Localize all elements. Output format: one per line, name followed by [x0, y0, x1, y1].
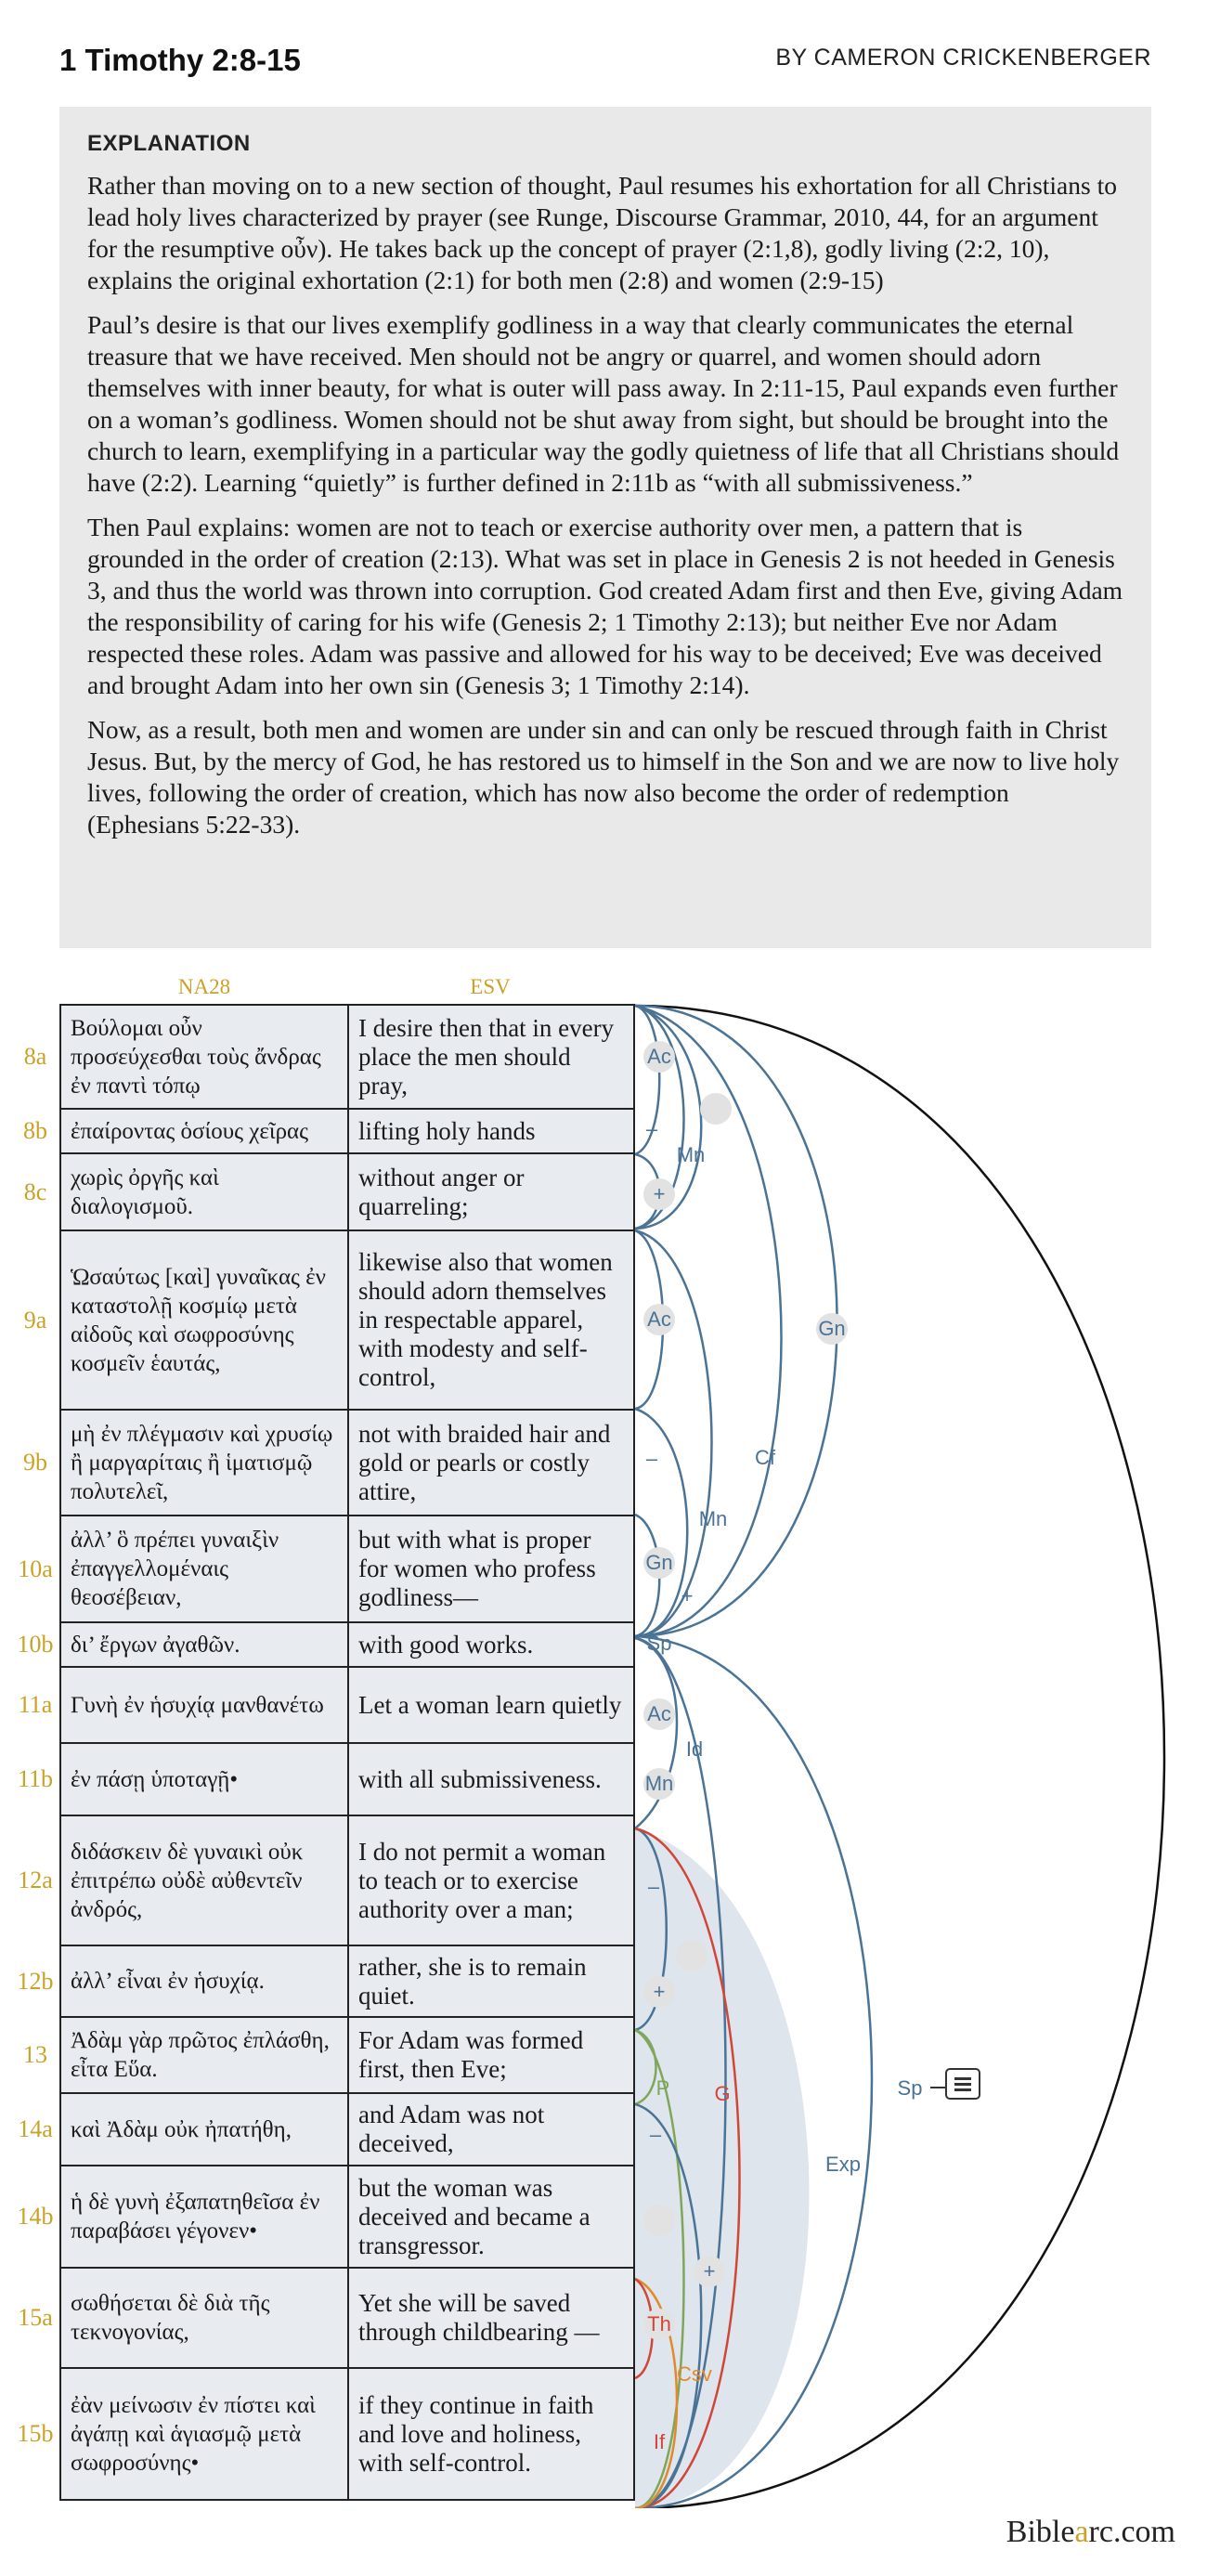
english-cell: I desire then that in every place the men should pray, — [358, 1013, 615, 1099]
arc-label: – — [647, 1875, 660, 1898]
greek-cell: Ὡσαύτως [καὶ] γυναῖκας ἐν καταστολῇ κοσμίῳ μετὰ αἰδοῦς καὶ σωφροσύνης κοσμεῖν ἑαυτάς, — [61, 1231, 349, 1409]
verse-label: 10a — [18, 1555, 53, 1582]
arc-label: Cf — [755, 1446, 775, 1469]
arc-label: Id — [685, 1737, 704, 1761]
arc-mn2 — [635, 1409, 687, 1636]
greek-cell: χωρὶς ὀργῆς καὶ διαλογισμοῦ. — [61, 1154, 349, 1229]
verse-label: 8b — [23, 1117, 47, 1144]
verse-label: 15a — [18, 2304, 53, 2331]
table-row — [17, 1946, 635, 2018]
english-cell: Let a woman learn quietly — [358, 1690, 622, 1719]
label-circle — [676, 1940, 707, 1971]
english-cell: not with braided hair and gold or pearls or costly attire, — [358, 1419, 611, 1505]
greek-cell: Βούλομαι οὖν προσεύχεσθαι τοὺς ἄνδρας ἐν παντὶ τόπῳ — [61, 1006, 349, 1108]
english-cell: but the woman was deceived and became a transgressor. — [358, 2173, 591, 2259]
greek-cell: ἐν πάσῃ ὑποταγῇ• — [61, 1744, 349, 1815]
greek-cell: Ἀδὰμ γὰρ πρῶτος ἐπλάσθη, εἶτα Εὕα. — [61, 2018, 349, 2092]
arc-group-9 — [635, 1230, 712, 1636]
greek-cell: διδάσκειν δὲ γυναικὶ οὐκ ἐπιτρέπω οὐδὲ αὐθεντεῖν ἀνδρός, — [61, 1816, 349, 1945]
verse-label: 8c — [23, 1177, 47, 1205]
arc-label: Mn — [676, 1143, 706, 1166]
english-cell: For Adam was formed first, then Eve; — [358, 2026, 584, 2083]
greek-cell: ἀλλ’ εἶναι ἐν ἡσυχίᾳ. — [61, 1946, 349, 2016]
table-row — [18, 1516, 635, 1623]
verse-table — [17, 1004, 635, 2501]
menu-icon-bar — [954, 2077, 971, 2080]
explanation-paragraph: Now, as a result, both men and women are under sin and can only be rescued through faith in Christ Jesus. But, by the mercy of God, he has restored us to himself in the Son and we are now to live holy lives, following the order of creation, which has now also become the order of redemption (Ephesians 5:22-33). — [87, 715, 1120, 839]
arc-diagram — [635, 1004, 1192, 2508]
english-cell: lifting holy hands — [358, 1116, 536, 1145]
verse-label: 9a — [23, 1306, 47, 1334]
english-cell: likewise also that women should adorn themselves in respectable apparel, with modesty and self-control, — [358, 1248, 613, 1391]
verse-label: 14a — [18, 2115, 53, 2142]
greek-cell: ἐὰν μείνωσιν ἐν πίστει καὶ ἀγάπῃ καὶ ἁγιασμῷ μετὰ σωφροσύνης• — [61, 2369, 349, 2499]
verse-label: 12b — [17, 1967, 54, 1995]
english-cell: and Adam was not deceived, — [358, 2101, 545, 2157]
table-row — [23, 1154, 635, 1231]
arc-label: + — [681, 1584, 694, 1607]
table-row — [23, 1004, 635, 1110]
greek-cell: μὴ ἐν πλέγμασιν καὶ χρυσίῳ ἢ μαργαρίταις ἢ ἱματισμῷ πολυτελεῖ, — [61, 1411, 349, 1515]
arc-label: – — [649, 2123, 662, 2146]
arc-label: Th — [647, 2312, 671, 2335]
greek-cell: ἀλλ’ ὃ πρέπει γυναιξὶν ἐπαγγελλομέναις θεοσέβειαν, — [61, 1516, 349, 1621]
greek-cell: σωθήσεται δὲ διὰ τῆς τεκνογονίας, — [61, 2269, 349, 2367]
arc-label: P — [655, 2076, 670, 2100]
greek-cell: δι’ ἔργων ἀγαθῶν. — [61, 1623, 349, 1666]
explanation-paragraph: Paul’s desire is that our lives exemplify godliness in a way that clearly communicates the eternal treasure that we have received. Men should not be angry or quarrel, and women should adorn themselves with inner beauty, for what is outer will pass away. In 2:11-15, Paul expands even further on a woman’s godliness. Women should not be shut away from sight, but should be brought into the church to learn, exemplifying in a particular way the godly quietness of life that all Christians should have (2:2). Learning “quietly” is further defined in 2:11b as “with all submissiveness.” — [87, 310, 1120, 497]
arc-label: If — [653, 2430, 666, 2453]
table-row — [18, 1816, 635, 1946]
menu-icon-bar — [954, 2083, 971, 2086]
arc-label: – — [645, 1117, 658, 1140]
arc-label: Sp — [646, 1632, 672, 1655]
verse-label: 12a — [18, 1867, 53, 1893]
verse-label: 15b — [17, 2420, 54, 2447]
arc-shading — [635, 1828, 810, 2508]
label-circle — [700, 1093, 732, 1125]
menu-icon-bar — [954, 2088, 971, 2091]
table-row — [18, 1668, 635, 1744]
arc-label: Ac — [647, 1308, 671, 1331]
greek-cell: καὶ Ἀδὰμ οὐκ ἠπατήθη, — [61, 2094, 349, 2165]
arc-label: + — [703, 2259, 716, 2283]
verse-label: 10b — [17, 1631, 54, 1658]
brand-accent: a — [1074, 2515, 1089, 2549]
greek-cell: ἡ δὲ γυνὴ ἐξαπατηθεῖσα ἐν παραβάσει γέγονεν• — [61, 2166, 349, 2267]
english-cell: if they continue in faith and love and holiness, with self-control. — [358, 2390, 594, 2477]
english-cell: but with what is proper for women who profess godliness— — [358, 1526, 596, 1611]
brand-logo — [1006, 2515, 1175, 2550]
arc-label: Ac — [647, 1045, 671, 1068]
explanation-panel — [59, 107, 1151, 948]
english-column-header: ESV — [470, 975, 511, 998]
table-row — [17, 2166, 635, 2269]
table-row — [23, 1231, 635, 1411]
table-row — [23, 1411, 635, 1516]
table-row — [17, 2369, 635, 2501]
arc-label: Csv — [677, 2362, 712, 2386]
verse-label: 11b — [17, 1765, 54, 1792]
greek-cell: ἐπαίροντας ὁσίους χεῖρας — [61, 1110, 349, 1152]
explanation-paragraph: Then Paul explains: women are not to teach or exercise authority over men, a pattern that is grounded in the order of creation (2:13). What was set in place in Genesis 2 is not heeded in Genesis 3, and thus the world was thrown into corruption. God created Adam first and then Eve, giving Adam the responsibility of caring for his wife (Genesis 2; 1 Timothy 2:13); but neither Eve nor Adam respected these roles. Adam was passive and allowed for his way to be deceived; Eve was deceived and brought Adam into her own sin (Genesis 3; 1 Timothy 2:14). — [87, 513, 1123, 699]
arc-label: Ac — [647, 1702, 671, 1725]
table-row — [18, 2269, 635, 2369]
english-cell: with good works. — [358, 1630, 534, 1659]
arc-id — [635, 1638, 677, 1828]
english-cell: without anger or quarreling; — [358, 1163, 525, 1220]
greek-cell: Γυνὴ ἐν ἡσυχίᾳ μανθανέτω — [61, 1668, 349, 1742]
arc-label: + — [653, 1980, 666, 2003]
arc-label: – — [645, 1447, 658, 1470]
english-cell: I do not permit a woman to teach or to exercise authority over a man; — [358, 1837, 606, 1923]
english-cell: rather, she is to remain quiet. — [358, 1952, 587, 2010]
arc-label: Gn — [818, 1317, 846, 1340]
explanation-heading: EXPLANATION — [87, 131, 251, 156]
arc-label: G — [714, 2082, 731, 2105]
english-cell: Yet she will be saved through childbearing — — [358, 2289, 600, 2346]
verse-label: 14b — [17, 2203, 54, 2230]
arc-label: Mn — [698, 1507, 728, 1530]
english-cell: with all submissiveness. — [358, 1764, 602, 1793]
greek-column-header: NA28 — [177, 975, 231, 998]
table-row — [17, 1744, 635, 1816]
label-circle — [643, 2205, 675, 2236]
brand-text: Bible — [1006, 2515, 1075, 2549]
arc-label: Exp — [825, 2153, 861, 2176]
table-row — [18, 2094, 635, 2166]
table-row — [23, 2018, 635, 2094]
explanation-paragraph: Rather than moving on to a new section of thought, Paul resumes his exhortation for all Christians to lead holy lives characterized by prayer (see Runge, Discourse Grammar, 2010, 44, for an argument for the resumptive οὖν). He takes back up the concept of prayer (2:1,8), godly living (2:2, 10), explains the original exhortation (2:1) for both men (2:8) and women (2:9-15) — [87, 171, 1117, 294]
author-byline: BY CAMERON CRICKENBERGER — [775, 45, 1151, 71]
arc-label: Mn — [644, 1772, 674, 1795]
verse-label: 11a — [18, 1691, 53, 1718]
arc-label: Sp — [897, 2076, 923, 2100]
page-title: 1 Timothy 2:8-15 — [59, 43, 301, 77]
verse-label: 13 — [23, 2041, 47, 2068]
table-row — [23, 1110, 635, 1154]
brand-text: rc.com — [1088, 2515, 1175, 2549]
verse-label: 8a — [23, 1043, 47, 1070]
arc-label: Gn — [645, 1551, 673, 1574]
table-row — [17, 1623, 635, 1668]
arc-label: + — [653, 1182, 666, 1205]
verse-label: 9b — [23, 1449, 47, 1476]
menu-icon[interactable] — [945, 2068, 980, 2100]
